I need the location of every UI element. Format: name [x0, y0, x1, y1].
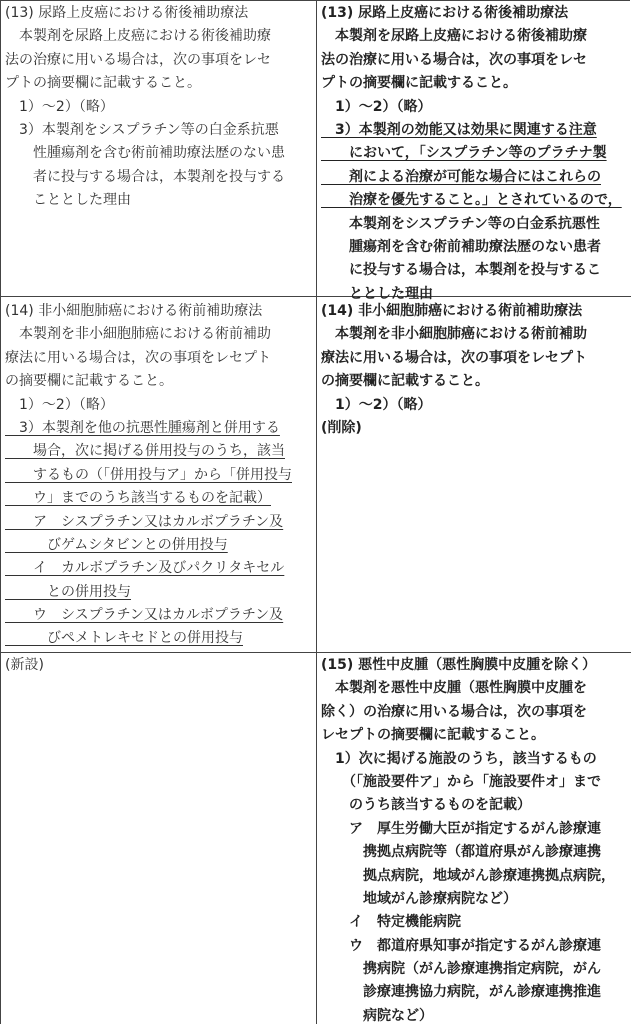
underlined-change-line: びゲムシタビンとの併用投与 — [5, 536, 228, 553]
text-line: 療法に用いる場合は，次の事項をレセプト — [321, 349, 587, 366]
text-line: 本製剤を尿路上皮癌における術後補助療 — [5, 28, 271, 45]
text-line: 性腫瘍剤を含む術前補助療法歴のない患 — [5, 145, 285, 162]
row13-current-text — [5, 2, 313, 213]
row14-revised-text — [321, 300, 626, 440]
deleted-marker: (削除) — [321, 419, 362, 436]
row15-revised-text — [321, 654, 626, 1028]
text-line: の摘要欄に記載すること。 — [5, 373, 173, 390]
new-section-marker: (新設) — [5, 657, 44, 673]
text-line: プトの摘要欄に記載すること。 — [321, 75, 517, 92]
underlined-change-line: ウ シスプラチン又はカルボプラチン及 — [5, 607, 284, 624]
underlined-change-line: において，「シスプラチン等のプラチナ製 — [321, 145, 607, 162]
text-line: こととした理由 — [5, 192, 131, 209]
text-line: 法の治療に用いる場合は，次の事項をレセ — [5, 51, 271, 68]
text-line: （「施設要件ア」から「施設要件オ」まで — [321, 773, 601, 790]
text-line: 病院など） — [321, 1007, 433, 1024]
text-line: 除く）の治療に用いる場合は，次の事項を — [321, 703, 587, 720]
text-line: 1）～2）（略） — [5, 98, 114, 115]
text-line: 携拠点病院等（都道府県がん診療連携 — [321, 844, 601, 861]
text-line: 1）～2）（略） — [321, 98, 432, 115]
text-line: イ 特定機能病院 — [321, 914, 461, 931]
text-line: ア 厚生労働大臣が指定するがん診療連 — [321, 820, 601, 837]
row-divider-14-15 — [0, 652, 631, 653]
underlined-change-line: との併用投与 — [5, 583, 131, 600]
text-line: レセプトの摘要欄に記載すること。 — [321, 727, 545, 744]
text-line: 本製剤をシスプラチン等の白金系抗悪性 — [321, 215, 600, 232]
text-line: 1）次に掲げる施設のうち，該当するもの — [321, 750, 597, 767]
text-line: プトの摘要欄に記載すること。 — [5, 75, 201, 92]
text-line: 本製剤を尿路上皮癌における術後補助療 — [321, 28, 587, 45]
text-line: 療法に用いる場合は，次の事項をレセプト — [5, 349, 271, 366]
underlined-change-line: するもの（「併用投与ア」から「併用投与 — [5, 466, 292, 483]
text-line: (14) 非小細胞肺癌における術前補助療法 — [5, 303, 263, 319]
text-line: 携病院（がん診療連携指定病院，がん — [321, 961, 601, 978]
text-line: 地域がん診療病院など） — [321, 890, 517, 907]
text-line: ととした理由 — [321, 285, 433, 302]
text-line: の摘要欄に記載すること。 — [321, 373, 489, 390]
text-line: 本製剤を悪性中皮腫（悪性胸膜中皮腫を — [321, 680, 587, 697]
underlined-change-line: 場合，次に掲げる併用投与のうち，該当 — [5, 443, 285, 460]
text-line: 腫瘍剤を含む術前補助療法歴のない患者 — [321, 238, 601, 255]
underlined-change-line: イ カルボプラチン及びパクリタキセル — [5, 560, 285, 577]
text-line: ウ 都道府県知事が指定するがん診療連 — [321, 937, 601, 954]
column-divider — [316, 0, 317, 1024]
text-line: のうち該当するものを記載） — [321, 797, 531, 814]
underlined-change-line: びペメトレキセドとの併用投与 — [5, 630, 243, 647]
underlined-change-line: 3）本製剤の効能又は効果に関連する注意 — [321, 121, 597, 138]
text-line: 本製剤を非小細胞肺癌における術前補助 — [5, 326, 271, 343]
underlined-change-line: ア シスプラチン又はカルボプラチン及 — [5, 513, 284, 530]
underlined-change-line: ウ」までのうち該当するものを記載） — [5, 490, 271, 507]
text-line: 3）本製剤をシスプラチン等の白金系抗悪 — [5, 121, 279, 138]
row14-current-text — [5, 300, 313, 651]
text-line: に投与する場合は，本製剤を投与するこ — [321, 262, 601, 279]
text-line: 1）～2）（略） — [5, 396, 114, 413]
row13-revised-text — [321, 2, 626, 306]
row15-current-text — [5, 654, 313, 677]
text-line: 法の治療に用いる場合は，次の事項をレセ — [321, 51, 587, 68]
text-line: 1）～2）（略） — [321, 396, 432, 413]
underlined-change-line: 剤による治療が可能な場合にはこれらの — [321, 168, 601, 185]
text-line: (15) 悪性中皮腫（悪性胸膜中皮腫を除く） — [321, 657, 597, 673]
text-line: 診療連携協力病院，がん診療連携推進 — [321, 984, 601, 1001]
text-line: (14) 非小細胞肺癌における術前補助療法 — [321, 303, 583, 319]
text-line: 拠点病院，地域がん診療連携拠点病院， — [321, 867, 615, 884]
text-line: (13) 尿路上皮癌における術後補助療法 — [321, 5, 569, 21]
text-line: 本製剤を非小細胞肺癌における術前補助 — [321, 326, 587, 343]
text-line: (13) 尿路上皮癌における術後補助療法 — [5, 5, 249, 21]
text-line: 者に投与する場合は，本製剤を投与する — [5, 168, 285, 185]
underlined-change-line: 治療を優先すること。」とされているので， — [321, 192, 622, 209]
underlined-change-line: 3）本製剤を他の抗悪性腫瘍剤と併用する — [5, 419, 280, 436]
